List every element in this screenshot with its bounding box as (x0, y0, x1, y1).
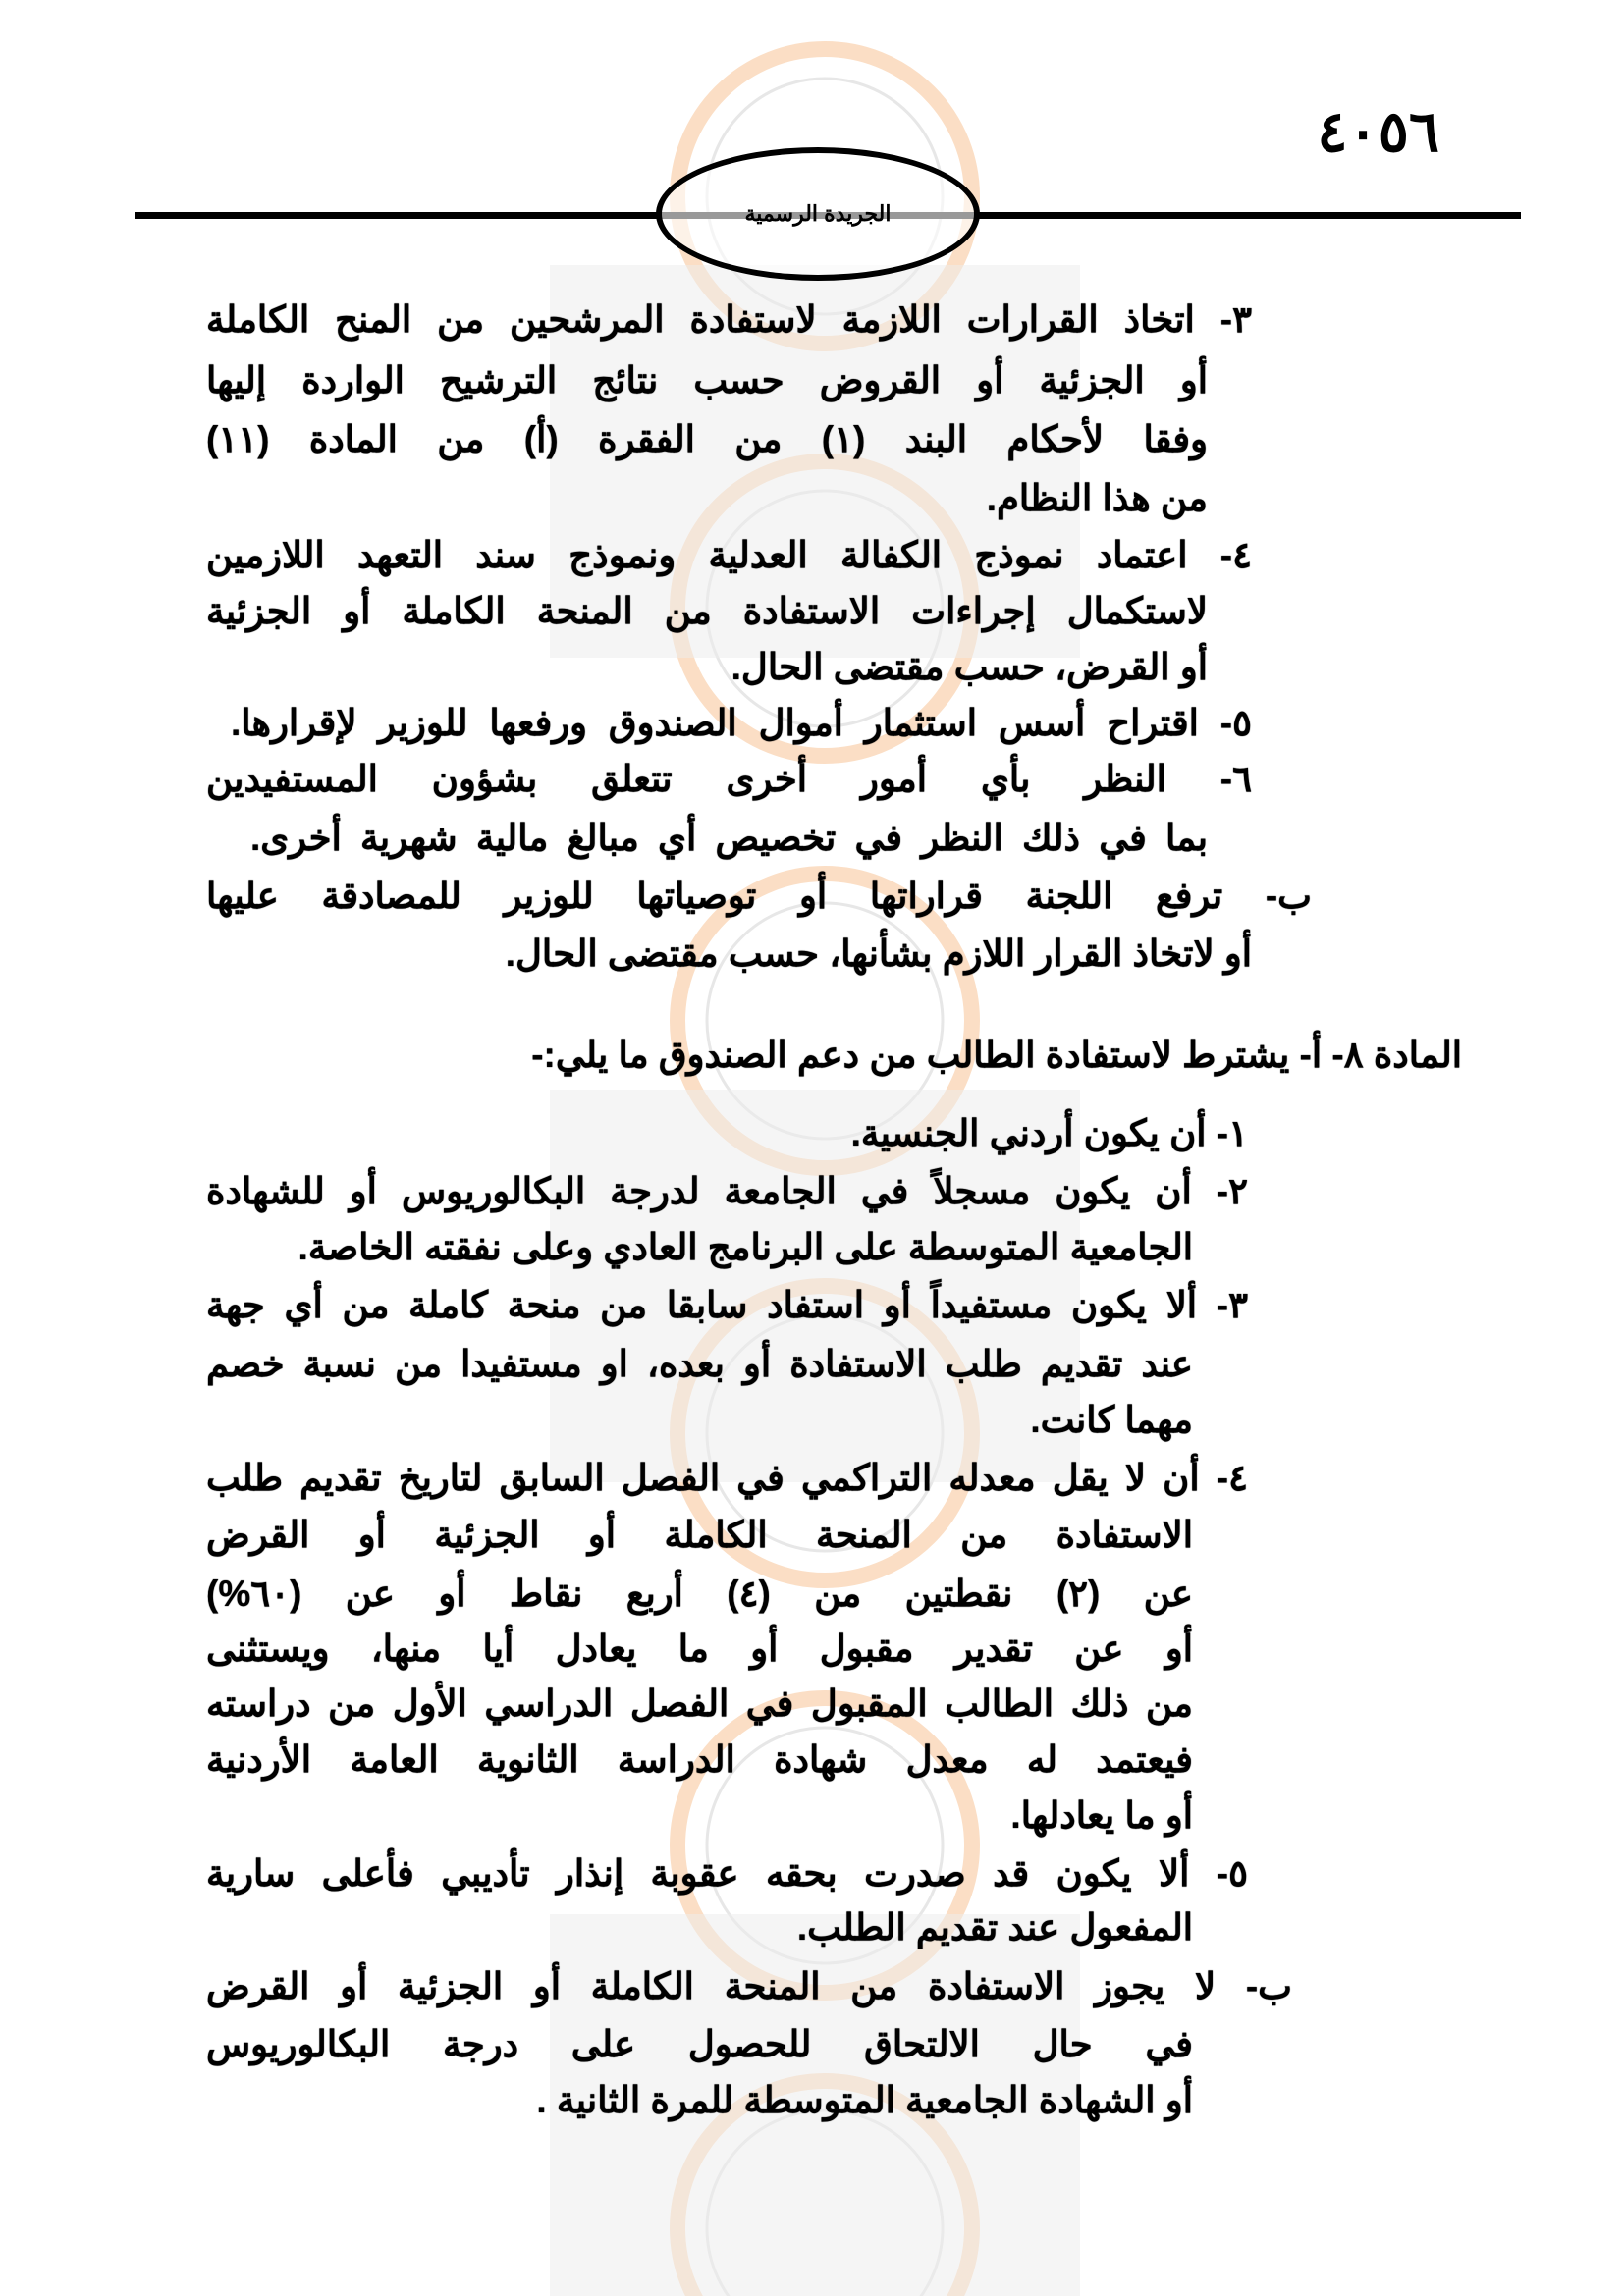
article-8-heading: المادة ٨- أ- يشترط لاستفادة الطالب من دعم الصندوق ما يلي:- (531, 1035, 1462, 1075)
text-line: أو ما يعادلها. (1010, 1795, 1193, 1836)
text-line: بما في ذلك النظر في تخصيص أي مبالغ مالية شهرية أخرى. (250, 818, 1208, 858)
text-line: أو لاتخاذ القرار اللازم بشأنها، حسب مقتضى الحال. (505, 934, 1252, 974)
text-line: فيعتمد له معدل شهادة الدراسة الثانوية العامة الأردنية (206, 1739, 1193, 1780)
text-line: ب- لا يجوز الاستفادة من المنحة الكاملة أو الجزئية أو القرض (206, 1966, 1292, 2006)
text-line: الجامعية المتوسطة على البرنامج العادي وعلى نفقته الخاصة. (298, 1227, 1193, 1267)
text-line: ٦- النظر بأي أمور أخرى تتعلق بشؤون المستفيدين (206, 759, 1252, 799)
text-line: ٢- أن يكون مسجلاً في الجامعة لدرجة البكالوريوس أو للشهادة (206, 1171, 1248, 1211)
text-line: عن (٢) نقطتين من (٤) أربع نقاط أو عن (٦٠%) (206, 1574, 1194, 1614)
text-line: أو القرض، حسب مقتضى الحال. (731, 647, 1208, 687)
text-line: أو الشهادة الجامعية المتوسطة للمرة الثانية . (536, 2080, 1193, 2120)
text-line: ٤- اعتماد نموذج الكفالة العدلية ونموذج سند التعهد اللازمين (206, 535, 1252, 575)
text-line: ١- أن يكون أردني الجنسية. (850, 1113, 1248, 1153)
text-line: من هذا النظام. (986, 478, 1208, 518)
text-line: ٣- ألا يكون مستفيداً أو استفاد سابقا من منحة كاملة من أي جهة (206, 1285, 1248, 1325)
text-line: أو الجزئية أو القروض حسب نتائج الترشيح الواردة إليها (206, 360, 1208, 400)
gazette-title-oval (656, 147, 980, 281)
text-line: وفقا لأحكام البند (١) من الفقرة (أ) من المادة (١١) (206, 419, 1208, 459)
text-line: في حال الالتحاق للحصول على درجة البكالوريوس (206, 2024, 1193, 2064)
text-line: من ذلك الطالب المقبول في الفصل الدراسي الأول من دراسته (206, 1683, 1193, 1724)
text-line: أو عن تقدير مقبول أو ما يعادل أيا منها، ويستثنى (206, 1629, 1193, 1669)
text-line: ٥- ألا يكون قد صدرت بحقه عقوبة إنذار تأديبي فأعلى سارية (206, 1853, 1248, 1894)
text-line: ب- ترفع اللجنة قراراتها أو توصياتها للوزير للمصادقة عليها (206, 876, 1312, 916)
text-line: المفعول عند تقديم الطلب. (796, 1907, 1193, 1948)
text-line: ٣- اتخاذ القرارات اللازمة لاستفادة المرشحين من المنح الكاملة (206, 299, 1252, 340)
page-number: ٤٠٥٦ (1317, 100, 1439, 164)
text-line: مهما كانت. (1030, 1400, 1193, 1440)
text-line: الاستفادة من المنحة الكاملة أو الجزئية أو القرض (206, 1515, 1193, 1555)
text-line: عند تقديم طلب الاستفادة أو بعده، او مستفيدا من نسبة خصم (206, 1344, 1193, 1384)
text-line: لاستكمال إجراءات الاستفادة من المنحة الكاملة أو الجزئية (206, 591, 1208, 631)
text-line: ٥- اقتراح أسس استثمار أموال الصندوق ورفعها للوزير لإقرارها. (231, 703, 1252, 743)
gazette-title: الجريدة الرسمية (744, 201, 892, 226)
text-line: ٤- أن لا يقل معدله التراكمي في الفصل السابق لتاريخ تقديم طلب (206, 1458, 1248, 1498)
